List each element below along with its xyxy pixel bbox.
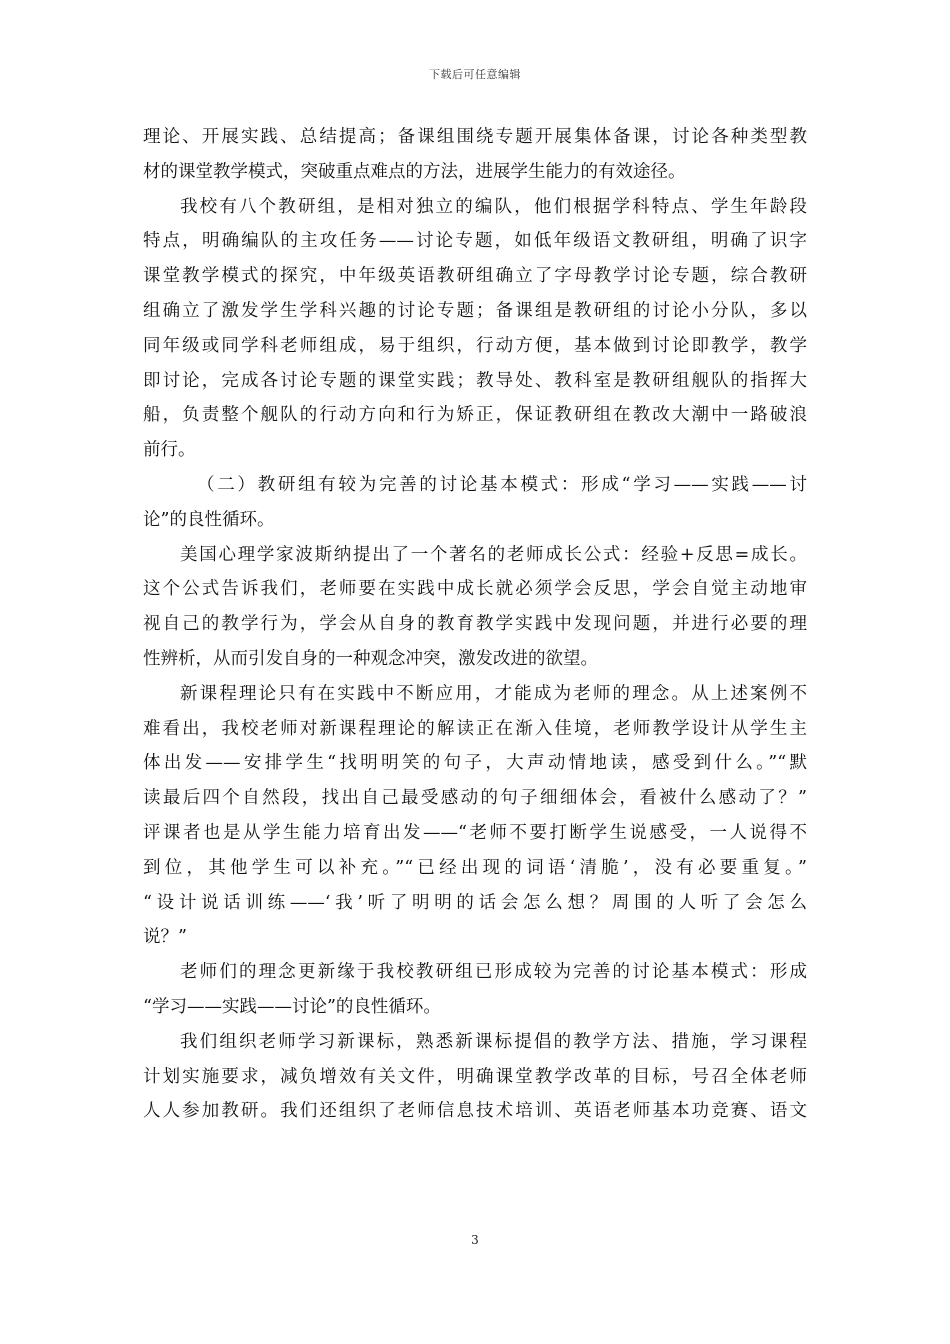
- text-line: （二）教研组有较为完善的讨论基本模式：形成“学习——实践——讨: [197, 474, 807, 495]
- text-line: 前行。: [143, 440, 196, 461]
- body-text: [143, 120, 807, 1129]
- text-line: 视自己的教学行为，学会从自身的教育教学实践中发现问题，并进行必要的理: [143, 614, 807, 635]
- text-line: 美国心理学家波斯纳提出了一个著名的老师成长公式：经验+反思=成长。: [180, 544, 807, 565]
- text-line: 这个公式告诉我们，老师要在实践中成长就必须学会反思，学会自觉主动地审: [143, 579, 807, 600]
- text-line: “设计说话训练——‘我’听了明明的话会怎么想？周围的人听了会怎么: [143, 892, 807, 913]
- text-line: 计划实施要求，减负增效有关文件，明确课堂教学改革的目标，号召全体老师: [143, 1066, 807, 1087]
- text-line: 课堂教学模式的探究，中年级英语教研组确立了字母教学讨论专题，综合教研: [143, 266, 807, 287]
- text-line: 我们组织老师学习新课标，熟悉新课标提倡的教学方法、措施，学习课程: [180, 1031, 807, 1052]
- text-line: 读最后四个自然段，找出自己最受感动的句子细细体会，看被什么感动了？”: [143, 788, 807, 809]
- text-line: 同年级或同学科老师组成，易于组织，行动方便，基本做到讨论即教学，教学: [143, 335, 807, 356]
- text-line: 即讨论，完成各讨论专题的课堂实践；教导处、教科室是教研组舰队的指挥大: [143, 370, 807, 391]
- text-line: 评课者也是从学生能力培育出发——“老师不要打断学生说感受，一人说得不: [143, 822, 807, 843]
- text-line: 组确立了激发学生学科兴趣的讨论专题；备课组是教研组的讨论小分队，多以: [143, 300, 807, 321]
- text-line: 材的课堂教学模式，突破重点难点的方法，进展学生能力的有效途径。: [143, 161, 686, 182]
- text-line: 新课程理论只有在实践中不断应用，才能成为老师的理念。从上述案例不: [180, 683, 807, 704]
- text-line: 体出发——安排学生“找明明笑的句子，大声动情地读，感受到什么。”“默: [143, 753, 807, 774]
- text-line: 性辨析，从而引发自身的一种观念冲突，激发改进的欲望。: [143, 648, 598, 669]
- text-line: “学习——实践——讨论”的良性循环。: [143, 996, 441, 1017]
- text-line: 我校有八个教研组，是相对独立的编队，他们根据学科特点、学生年龄段: [180, 196, 807, 217]
- text-line: 理论、开展实践、总结提高；备课组围绕专题开展集体备课，讨论各种类型教: [143, 127, 807, 147]
- text-line: 特点，明确编队的主攻任务——讨论专题，如低年级语文教研组，明确了识字: [143, 231, 807, 252]
- text-line: 说？”: [143, 927, 187, 948]
- text-line: 人人参加教研。我们还组织了老师信息技术培训、英语老师基本功竞赛、语文: [143, 1101, 807, 1122]
- text-line: 老师们的理念更新缘于我校教研组已形成较为完善的讨论基本模式：形成: [180, 962, 807, 983]
- text-line: 船，负责整个舰队的行动方向和行为矫正，保证教研组在教改大潮中一路破浪: [143, 405, 807, 426]
- page-header: 下载后可任意编辑: [429, 68, 521, 81]
- text-line: 难看出，我校老师对新课程理论的解读正在渐入佳境，老师教学设计从学生主: [143, 718, 807, 739]
- text-line: 论”的良性循环。: [143, 509, 275, 530]
- text-line: 到位，其他学生可以补充。”“已经出现的词语‘清脆’，没有必要重复。”: [143, 857, 807, 878]
- page-number: 3: [471, 1233, 479, 1247]
